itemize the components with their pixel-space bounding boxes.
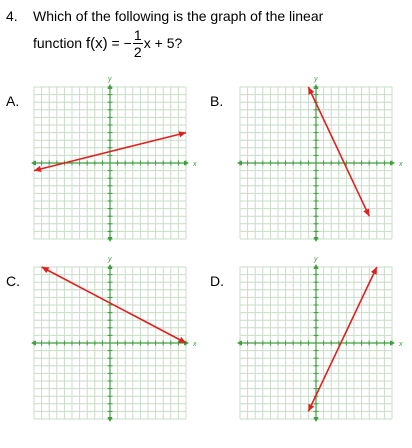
fraction-denominator: 2 xyxy=(133,43,142,60)
question-number: 4. xyxy=(6,8,18,24)
y-axis-label: y xyxy=(108,256,112,263)
fraction xyxy=(133,28,143,59)
equals-sign: = xyxy=(111,35,120,51)
x-axis-label: x xyxy=(399,341,403,348)
choice-b-label[interactable]: B. xyxy=(210,93,224,109)
y-axis-label: y xyxy=(108,76,112,83)
x-axis-label: x xyxy=(399,161,403,168)
graph-b[interactable] xyxy=(236,76,403,243)
choice-d-label[interactable]: D. xyxy=(210,273,224,289)
x-axis-label: x xyxy=(193,341,197,348)
function-name: f(x) xyxy=(85,34,108,52)
y-axis-label: y xyxy=(314,76,318,83)
minus-sign: − xyxy=(123,35,132,51)
graph-c[interactable] xyxy=(30,256,197,423)
graph-a[interactable] xyxy=(30,76,197,243)
question-text-line1: Which of the following is the graph of the linear xyxy=(33,8,324,24)
graph-d[interactable] xyxy=(236,256,403,423)
question-tail: x + 5? xyxy=(143,35,183,51)
choice-c-label[interactable]: C. xyxy=(6,273,20,289)
x-axis-label: x xyxy=(193,161,197,168)
choice-a-label[interactable]: A. xyxy=(6,93,20,109)
question-text-line2 xyxy=(33,26,182,60)
question-prefix: function xyxy=(33,35,83,51)
y-axis-label: y xyxy=(314,256,318,263)
graph-line xyxy=(308,267,376,411)
fraction-numerator: 1 xyxy=(133,26,142,43)
